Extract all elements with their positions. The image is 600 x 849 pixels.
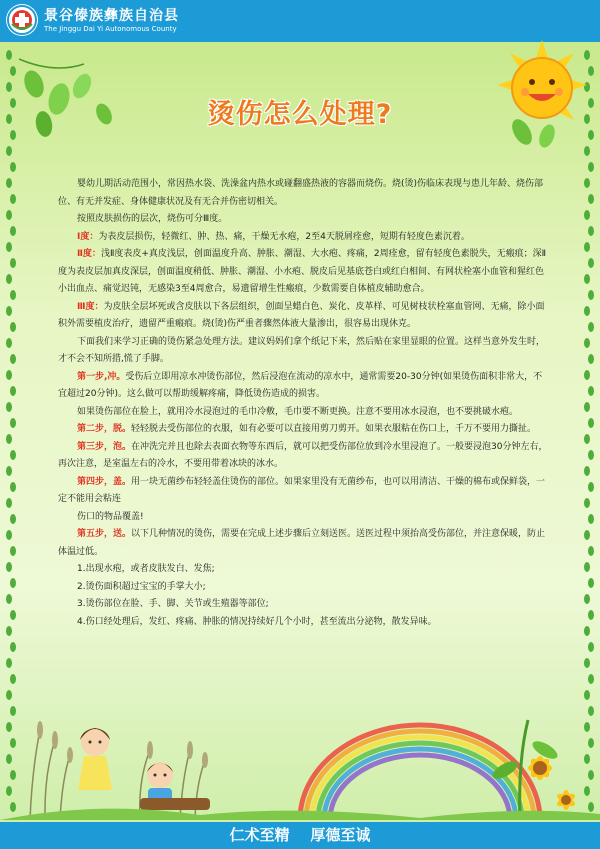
vine-leaf (584, 594, 590, 604)
org-name: 景谷傣族彝族自治县 (44, 8, 179, 24)
paragraph-step-1: 第一步,冲。受伤后立即用凉水冲烫伤部位，然后浸泡在流动的凉水中，通常需要20-30分钟(如果烫伤面积非常大，不宜超过20分钟)。这么做可以帮助缓解疼痛，降低烫伤造成的损害。 (58, 371, 543, 399)
list-item: 1.出现水疱，或者皮肤发白、发焦; (77, 564, 215, 574)
vine-leaf (10, 450, 16, 460)
vine-leaf (6, 210, 12, 220)
vine-leaf (584, 242, 590, 252)
vine-leaf (10, 258, 16, 268)
vine-leaf (588, 322, 594, 332)
vine-leaf (588, 258, 594, 268)
step-1-label: 第一步,冲。 (77, 371, 126, 382)
vine-leaf (6, 306, 12, 316)
vine-leaf (584, 626, 590, 636)
vine-leaf (588, 482, 594, 492)
paragraph-step-4-cont: 伤口的物品覆盖! (77, 511, 144, 522)
vine-leaf (6, 466, 12, 476)
vine-leaf (584, 178, 590, 188)
paragraph-intro: 婴幼儿期活动范围小，常因热水袋、洗澡盆内热水或碰翻盛热液的容器而烧伤。烧(烫)伤临床表现与患儿年龄、烧伤部位、有无并发症、身体健康状况及有无合并伤密切相关。 (58, 179, 544, 207)
vine-leaf (584, 306, 590, 316)
vine-leaf (6, 370, 12, 380)
paragraph-step-2: 第二步，脱。轻轻脱去受伤部位的衣服，如有必要可以直接用剪刀剪开。如果衣服粘在伤口上，千万不要用力撕扯。 (77, 424, 537, 434)
vine-leaf (584, 370, 590, 380)
vine-leaf (588, 386, 594, 396)
vine-leaf (584, 274, 590, 284)
vine-leaf (588, 290, 594, 300)
vine-leaf (10, 162, 16, 172)
vine-leaf (584, 338, 590, 348)
vine-leaf (10, 610, 16, 620)
vine-leaf (6, 274, 12, 284)
vine-leaf (584, 402, 590, 412)
step-3-label: 第三步，泡。 (77, 441, 132, 452)
vine-leaf (584, 562, 590, 572)
degree-2-label: Ⅱ度： (77, 249, 101, 259)
vine-leaf (584, 530, 590, 540)
vine-leaf (6, 530, 12, 540)
footer-slogan: 仁术至精 厚德至诚 (229, 826, 371, 844)
paragraph-degree-2: Ⅱ度：浅Ⅱ度表皮+真皮浅层，创面温度升高、肿胀、潮湿、大水疱、疼痛，2周痊愈，留有轻度色素脱失，无瘢痕；深Ⅱ度为表皮层加真皮深层，创面温度稍低、肿胀、潮湿、小水疱、脱皮后见基底苍白或红白相间、有网状栓塞小血管和猩红色小出血点、痛觉迟钝，无感染3至4周愈合，易遗留增生性瘢痕，少数需要自体植皮辅助愈合。 (58, 249, 547, 294)
vine-leaf (588, 418, 594, 428)
list-item: 4.伤口经处理后，发红、疼痛、肿胀的情况持续好几个小时，甚至流出分泌物，散发异味。 (77, 616, 437, 627)
vine-leaf (588, 514, 594, 524)
vine-leaf (6, 562, 12, 572)
vine-leaf (588, 546, 594, 556)
vine-leaf (6, 658, 12, 668)
page-title: 烫伤怎么处理? (207, 99, 393, 130)
vine-leaf (6, 594, 12, 604)
vine-leaf (588, 610, 594, 620)
vine-leaf (10, 290, 16, 300)
hospital-criteria-list (58, 561, 548, 631)
org-name-english: The Jinggu Dai Yi Autonomous County (44, 25, 177, 33)
vine-leaf (10, 418, 16, 428)
vine-leaf (6, 82, 12, 92)
list-item: 2.烫伤面积超过宝宝的手掌大小; (77, 581, 206, 592)
vine-leaf (10, 354, 16, 364)
footer-bar (0, 822, 600, 849)
vine-leaf (588, 194, 594, 204)
vine-leaf (10, 226, 16, 236)
step-4-label: 第四步，盖。 (77, 476, 132, 487)
degree-3-label: Ⅲ度： (77, 301, 104, 312)
vine-leaf (6, 402, 12, 412)
vine-leaf (6, 178, 12, 188)
paragraph-degree-1: Ⅰ度：为表皮层损伤，轻微红、肿、热、痛，干燥无水疱，2至4天脱屑痊愈，短期有轻度色素沉着。 (77, 231, 470, 242)
vine-leaf (10, 386, 16, 396)
vine-leaf (10, 194, 16, 204)
paragraph-first-aid-intro: 下面我们来学习正确的烫伤紧急处理方法。建议妈妈们拿个纸记下来，然后贴在家里显眼的位置。这样当意外发生时，才不会不知所措,慌了手脚。 (58, 336, 546, 364)
vine-leaf (6, 146, 12, 156)
vine-leaf (584, 498, 590, 508)
paragraph-face-burn: 如果烫伤部位在脸上，就用冷水浸泡过的毛巾冷敷，毛巾要不断更换。注意不要用冰水浸泡，也不要挑破水疱。 (77, 406, 519, 417)
vine-leaf (588, 642, 594, 652)
vine-leaf (10, 482, 16, 492)
vine-leaf (10, 514, 16, 524)
vine-leaf (588, 226, 594, 236)
vine-leaf (588, 578, 594, 588)
vine-leaf (6, 242, 12, 252)
step-2-label: 第二步，脱。 (77, 424, 132, 434)
vine-leaf (588, 162, 594, 172)
vine-leaf (6, 434, 12, 444)
header-bar (0, 0, 600, 42)
vine-leaf (6, 626, 12, 636)
vine-leaf (10, 642, 16, 652)
step-5-label: 第五步，送。 (77, 529, 132, 539)
list-item: 3.烫伤部位在脸、手、脚、关节或生殖器等部位; (77, 599, 269, 609)
paragraph-burn-levels: 按照皮肤损伤的层次，烧伤可分Ⅲ度。 (77, 214, 228, 224)
paragraph-degree-3: Ⅲ度：为皮肤全层坏死或含皮肤以下各层组织，创面呈蜡白色、炭化、皮革样、可见树枝状栓塞血管网、无痛，除小面积外需要植皮治疗，遗留严重瘢痕。烧(烫)伤严重者骤然体液大量渗出，很容易出现休克。 (58, 301, 545, 329)
vine-leaf (588, 450, 594, 460)
vine-leaf (10, 322, 16, 332)
vine-leaf (6, 498, 12, 508)
vine-leaf (584, 434, 590, 444)
girl-figure (78, 728, 112, 790)
vine-leaf (584, 210, 590, 220)
degree-1-label: Ⅰ度： (77, 231, 99, 242)
article-body (58, 176, 548, 631)
vine-leaf (10, 546, 16, 556)
vine-leaf (6, 338, 12, 348)
paragraph-step-5: 第五步，送。以下几种情况的烫伤，需要在完成上述步骤后立刻送医。送医过程中须抬高受伤部位，并注意保暖，防止体温过低。 (58, 529, 546, 557)
vine-leaf (6, 50, 12, 60)
vine-leaf (588, 354, 594, 364)
bottom-scene-illustration (0, 680, 600, 820)
hospital-logo-icon (6, 4, 38, 36)
vine-leaf (10, 578, 16, 588)
paragraph-step-3: 第三步，泡。在冲洗完并且也除去表面衣物等东西后，就可以把受伤部位放到冷水里浸泡了。一般要浸泡30分钟左右，再次注意，是室温左右的冷水，不要用带着冰块的冰水。 (58, 441, 548, 469)
paragraph-step-4: 第四步，盖。用一块无菌纱布轻轻盖住烫伤的部位。如果家里没有无菌纱布，也可以用清洁、干燥的棉布或保鲜袋，一定不能用会粘连 (58, 476, 546, 504)
vine-leaf (584, 658, 590, 668)
vine-leaf (584, 466, 590, 476)
